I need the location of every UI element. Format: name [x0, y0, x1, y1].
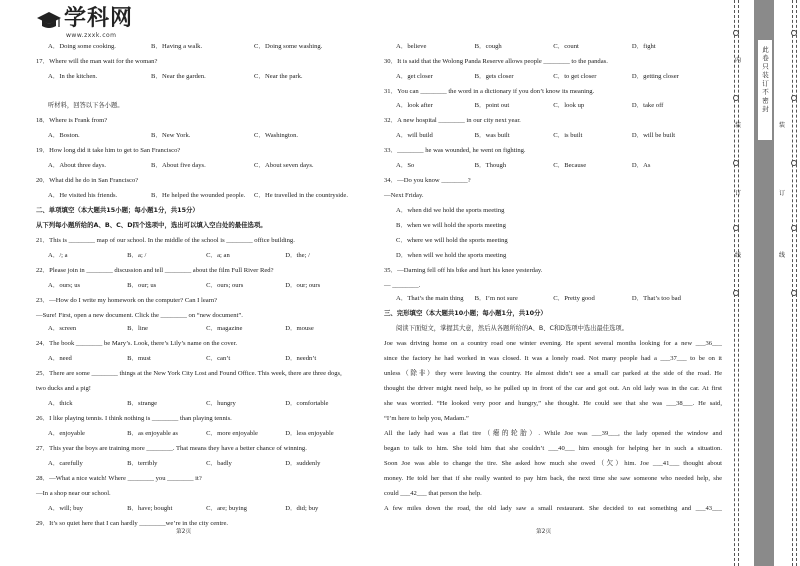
question-text: 29．It’s so quiet here that I can hardly ________we’re in the city centre.: [36, 520, 229, 527]
binding-hole-icon: [733, 225, 739, 231]
option-choice: D．getting closer: [631, 73, 679, 80]
binding-line-inner-2: [796, 0, 797, 566]
option-choice: B．must: [127, 355, 151, 362]
option-choice: C．magazine: [206, 325, 243, 332]
binding-hole-icon: [791, 290, 797, 296]
logo-name: 学科网: [64, 6, 134, 31]
option-choice: D．comfortable: [285, 400, 329, 407]
passage-line: All the lady had was a flat tire（瘪的轮胎）. While Joe was ___39___, the lady opened the window and: [384, 430, 722, 437]
option-choice: C．is built: [553, 132, 583, 139]
page-number-right: 第2页: [536, 529, 552, 535]
option-choice: A．screen: [48, 325, 77, 332]
option-choice: C．count: [553, 43, 579, 50]
binding-hole-icon: [791, 95, 797, 101]
option-choice: B．gets closer: [474, 73, 514, 80]
option-choice: C．Washington.: [254, 132, 299, 139]
option-choice: A．will build: [396, 132, 433, 139]
binding-strip: [730, 0, 800, 566]
option-choice: B．when we will hold the sports meeting: [396, 222, 506, 229]
question-text: “I’m here to help you, Madam.”: [384, 415, 469, 422]
question-text: 35．—Darning fell off his bike and hurt his knee yesterday.: [384, 267, 543, 274]
binding-hole-icon: [791, 225, 797, 231]
question-text: 23．—How do I write my homework on the computer? Can I learn?: [36, 297, 218, 304]
passage-line: began to talk to him. She told him that she couldn’t ___40___ him enough for helping her in such a situation.: [384, 445, 722, 452]
option-choice: D．the; /: [285, 252, 310, 259]
option-choice: C．badly: [206, 460, 232, 467]
option-choice: C．can’t: [206, 355, 231, 362]
binding-hole-icon: [733, 160, 739, 166]
option-choice: C．ours; ours: [206, 282, 244, 289]
binding-mark: 订: [779, 190, 788, 197]
binding-mark: 装: [779, 122, 788, 129]
option-choice: B．Near the garden.: [151, 73, 206, 80]
option-choice: B．was built: [474, 132, 510, 139]
section-heading: 三、完形填空（本大题共10小题；每小题1分，共10分）: [384, 309, 547, 317]
binding-hole-icon: [791, 160, 797, 166]
question-text: 19．How long did it take him to get to San Francisco?: [36, 147, 181, 154]
question-text: 31．You can ________ the word in a dictionary if you don’t know its meaning.: [384, 88, 595, 95]
binding-hole-icon: [733, 30, 739, 36]
option-choice: A．need: [48, 355, 72, 362]
option-choice: B．Though: [474, 162, 507, 169]
option-choice: D．our; ours: [285, 282, 321, 289]
option-choice: C．to get closer: [553, 73, 597, 80]
option-choice: D．when will we hold the sports meeting: [396, 252, 507, 259]
option-choice: C．He travelled in the countryside.: [254, 192, 348, 199]
option-choice: A．will; buy: [48, 505, 83, 512]
option-choice: C．more enjoyable: [206, 430, 258, 437]
option-choice: A．In the kitchen.: [48, 73, 98, 80]
option-choice: A．About three days.: [48, 162, 107, 169]
question-text: 30．It is said that the Wolong Panda Reserve allows people ________ to the pandas.: [384, 58, 608, 65]
question-text: 17．Where will the man wait for the woman?: [36, 58, 158, 65]
option-choice: D．fight: [631, 43, 656, 50]
binding-line-outer: [734, 0, 735, 566]
binding-mark: 线: [735, 252, 744, 259]
passage-line: Soon Joe was able to change the tire. She asked how much she owed（欠）him. Joe ___41___ thought about: [384, 460, 722, 467]
question-text: —In a shop near our school.: [36, 490, 111, 497]
passage-line: A few miles down the road, the old lady saw a small restaurant. She decided to eat something and ___43___: [384, 505, 722, 512]
question-text: 27．This year the boys are training more ________. That means they have a better chance of winning.: [36, 445, 307, 452]
page-number-left: 第2页: [176, 529, 192, 535]
option-choice: B．terribly: [127, 460, 158, 467]
instruction-text: 阅读下面短文，掌握其大意，然后从各题所给的A、B、C和D选项中选出最佳选项。: [396, 325, 628, 332]
binding-mark: 内: [735, 57, 744, 64]
option-choice: B．line: [127, 325, 148, 332]
question-text: 33．________ he was wounded, he went on fighting.: [384, 147, 526, 154]
question-text: —Sure! First, open a new document. Click the ________ on “new document”.: [36, 312, 243, 319]
option-choice: A．thick: [48, 400, 73, 407]
option-choice: C．Pretty good: [553, 295, 595, 302]
option-choice: B．strange: [127, 400, 158, 407]
option-choice: B．I’m not sure: [474, 295, 518, 302]
passage-line: since the factory he had worked in was closed. It was a lonely road. Not many people had a ___37___ to be on it: [384, 355, 722, 362]
option-choice: D．less enjoyable: [285, 430, 334, 437]
question-text: could ___42___ that person the help.: [384, 490, 482, 497]
passage-line: money. He told her that if she really wanted to pay him back, the next time she saw someone who needed help, she: [384, 475, 722, 482]
option-choice: D．mouse: [285, 325, 314, 332]
passage-line: Joe was driving home on a country road one winter evening. He spent several months looking for a new ___36___: [384, 340, 722, 347]
option-choice: C．hungry: [206, 400, 236, 407]
question-text: 24．The book ________ be Mary’s. Look, there’s Lily’s name on the cover.: [36, 340, 238, 347]
binding-mark: 订: [735, 190, 744, 197]
question-text: —Next Friday.: [384, 192, 424, 199]
option-choice: A．/; a: [48, 252, 68, 259]
option-choice: A．get closer: [396, 73, 433, 80]
logo-url: www.zxxk.com: [66, 32, 117, 39]
question-text: 25．There are some ________ things at the New York City Lost and Found Office. This week, there are three dogs,: [36, 370, 342, 377]
option-choice: D．That’s too bad: [631, 295, 681, 302]
left-page: [36, 0, 376, 566]
binding-mark: 线: [779, 252, 788, 259]
question-text: — ________.: [384, 282, 421, 289]
passage-line: unless（除非）they were leaving the country. He almost didn’t see a small car parked at the side of the road. He: [384, 370, 722, 377]
option-choice: B．cough: [474, 43, 502, 50]
option-choice: A．Doing some cooking.: [48, 43, 116, 50]
option-choice: B．New York.: [151, 132, 191, 139]
option-choice: C．Because: [553, 162, 587, 169]
binding-mark: 装: [735, 122, 744, 129]
question-text: 28．—What a nice watch! Where ________ you ________ it?: [36, 475, 202, 482]
option-choice: B．About five days.: [151, 162, 206, 169]
option-choice: C．are; buying: [206, 505, 247, 512]
passage-line: she was worried. “He looked very poor and hungry,” she thought. He could see that she was ___38___. He said,: [384, 400, 722, 407]
question-text: 18．Where is Frank from?: [36, 117, 108, 124]
instruction-text: 听材料，回答以下各小题。: [48, 102, 124, 109]
passage-line: thought the driver might need help, so he pulled up in front of the car and got out. An old lady was in the car. At first: [384, 385, 722, 392]
option-choice: A．enjoyable: [48, 430, 85, 437]
question-text: two ducks and a pig!: [36, 385, 91, 392]
option-choice: A．That’s the main thing: [396, 295, 464, 302]
option-choice: C．Doing some washing.: [254, 43, 323, 50]
option-choice: D．needn’t: [285, 355, 317, 362]
option-choice: B．have; bought: [127, 505, 173, 512]
option-choice: B．a; /: [127, 252, 147, 259]
option-choice: D．As: [631, 162, 651, 169]
binding-hole-icon: [733, 95, 739, 101]
question-text: 34．—Do you know ________?: [384, 177, 471, 184]
option-choice: C．a; an: [206, 252, 230, 259]
option-choice: D．take off: [631, 102, 664, 109]
option-choice: C．look up: [553, 102, 585, 109]
option-choice: A．So: [396, 162, 415, 169]
option-choice: D．did; buy: [285, 505, 319, 512]
question-text: 26．I like playing tennis. I think nothing is ________ than playing tennis.: [36, 415, 232, 422]
option-choice: A．Boston.: [48, 132, 80, 139]
option-choice: A．believe: [396, 43, 427, 50]
question-text: 32．A new hospital ________ in our city next year.: [384, 117, 521, 124]
binding-notice: 此卷只装订不密封: [761, 46, 769, 114]
binding-line-outer-2: [738, 0, 739, 566]
option-choice: B．Having a walk.: [151, 43, 203, 50]
option-choice: B．our; us: [127, 282, 157, 289]
option-choice: D．suddenly: [285, 460, 321, 467]
binding-hole-icon: [733, 290, 739, 296]
question-text: 20．What did he do in San Francisco?: [36, 177, 139, 184]
option-choice: D．will be built: [631, 132, 676, 139]
option-choice: A．He visited his friends.: [48, 192, 118, 199]
option-choice: B．as enjoyable as: [127, 430, 178, 437]
question-text: 22．Please join in ________ discussion and tell ________ about the film Full River Red?: [36, 267, 274, 274]
option-choice: C．Near the park.: [254, 73, 303, 80]
section-heading: 从下列每小题所给的A、B、C、D四个选项中，选出可以填入空白处的最佳选项。: [36, 221, 267, 229]
question-text: 21．This is ________ map of our school. In the middle of the school is ________ office building.: [36, 237, 295, 244]
option-choice: C．where we will hold the sports meeting: [396, 237, 508, 244]
option-choice: A．look after: [396, 102, 433, 109]
right-page: [384, 0, 722, 566]
option-choice: A．carefully: [48, 460, 83, 467]
option-choice: A．when did we hold the sports meeting: [396, 207, 505, 214]
binding-line-inner: [792, 0, 793, 566]
option-choice: B．He helped the wounded people.: [151, 192, 246, 199]
option-choice: B．point out: [474, 102, 510, 109]
section-heading: 二、单项填空（本大题共15小题；每小题1分，共15分）: [36, 206, 199, 214]
option-choice: C．About seven days.: [254, 162, 314, 169]
binding-hole-icon: [791, 30, 797, 36]
option-choice: A．ours; us: [48, 282, 81, 289]
